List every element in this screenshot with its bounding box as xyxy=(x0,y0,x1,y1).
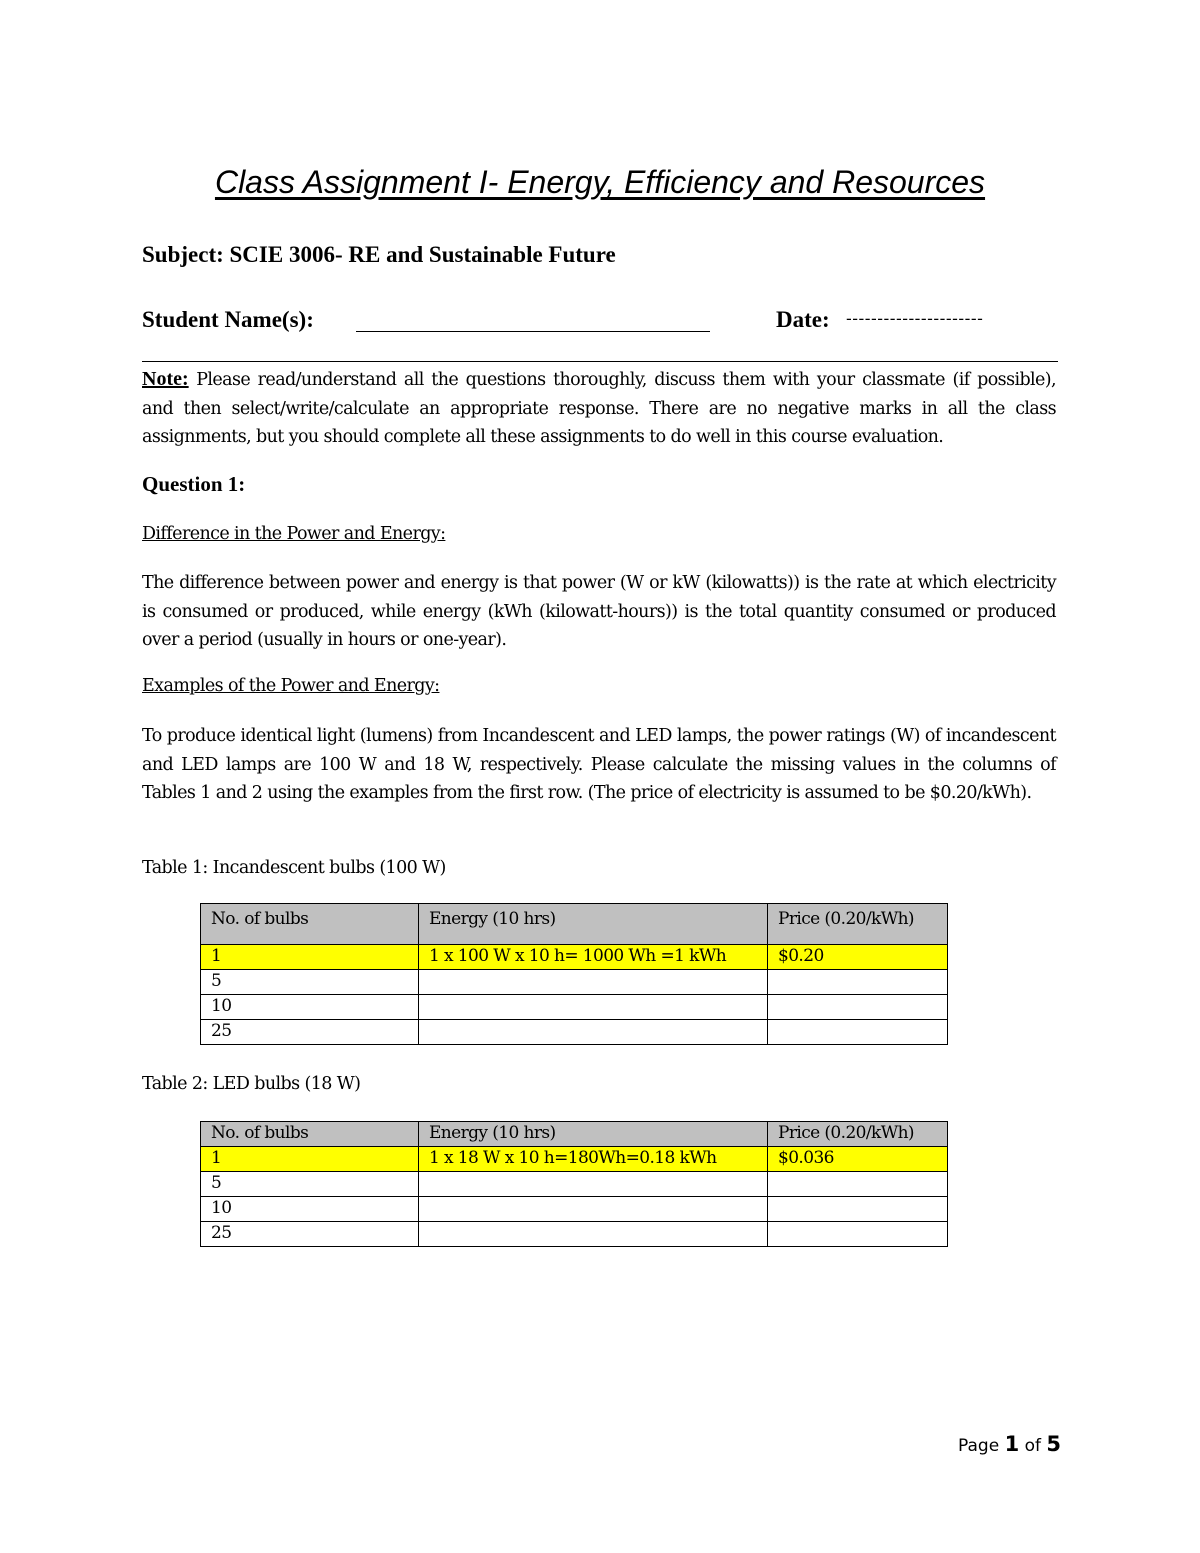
divider xyxy=(142,361,1058,362)
cell: 1 x 100 W x 10 h= 1000 Wh =1 kWh xyxy=(419,945,768,970)
note-text: Please read/understand all the questions thoroughly, discuss them with your classmate (if possible), and then select/write/calculate an appropriate response. There are no negative marks in all the class assignments, but you should complete all these assignments to do well in this course evaluation. xyxy=(142,370,1056,448)
cell: 5 xyxy=(201,1172,419,1197)
table-header-row xyxy=(201,1122,948,1147)
answer-cell[interactable] xyxy=(419,1197,768,1222)
answer-cell[interactable] xyxy=(419,1020,768,1045)
table1-caption: Table 1: Incandescent bulbs (100 W) xyxy=(142,858,446,878)
date-label: Date: xyxy=(776,307,830,332)
section-examples-heading: Examples of the Power and Energy: xyxy=(142,676,440,696)
answer-cell[interactable] xyxy=(419,995,768,1020)
cell: 25 xyxy=(201,1222,419,1247)
subject-line: Subject: SCIE 3006- RE and Sustainable Future xyxy=(142,242,616,267)
cell: 10 xyxy=(201,1197,419,1222)
section-power-energy-text: The difference between power and energy is that power (W or kW (kilowatts)) is the rate at which electricity is consumed or produced, while energy (kWh (kilowatt-hours)) is the total quantity consumed or produced over a period (usually in hours or one-year). xyxy=(142,573,1056,651)
cell: 1 xyxy=(201,945,419,970)
table-incandescent xyxy=(200,903,948,1045)
answer-cell[interactable] xyxy=(419,1172,768,1197)
total-pages: 5 xyxy=(1046,1432,1062,1456)
answer-cell[interactable] xyxy=(768,1197,948,1222)
table-row xyxy=(201,970,948,995)
answer-cell[interactable] xyxy=(419,1222,768,1247)
note-paragraph xyxy=(142,365,1056,452)
answer-cell[interactable] xyxy=(768,1222,948,1247)
header-cell: Energy (10 hrs) xyxy=(419,1122,768,1147)
section-power-energy-heading: Difference in the Power and Energy: xyxy=(142,524,446,544)
cell: $0.036 xyxy=(768,1147,948,1172)
answer-cell[interactable] xyxy=(419,970,768,995)
header-cell: Price (0.20/kWh) xyxy=(768,904,948,945)
student-name-blank[interactable] xyxy=(356,331,710,332)
cell: $0.20 xyxy=(768,945,948,970)
page-title: Class Assignment I- Energy, Efficiency and Resources xyxy=(214,164,986,200)
table-row-example xyxy=(201,945,948,970)
section-examples-text: To produce identical light (lumens) from Incandescent and LED lamps, the power ratings (W) of incandescent and LED lamps are 100 W and 18 W, respectively. Please calculate the missing values in the columns of Tables 1 and 2 using the examples from the first row. (The price of electricity is assumed to be $0.20/kWh). xyxy=(142,726,1056,804)
table-header-row xyxy=(201,904,948,945)
table2-caption: Table 2: LED bulbs (18 W) xyxy=(142,1074,361,1094)
cell: 10 xyxy=(201,995,419,1020)
page-number: Page 1 of 5 xyxy=(958,1432,1062,1456)
answer-cell[interactable] xyxy=(768,1020,948,1045)
answer-cell[interactable] xyxy=(768,970,948,995)
note-label: Note: xyxy=(142,368,189,390)
table-led xyxy=(200,1121,948,1247)
current-page: 1 xyxy=(1004,1432,1020,1456)
table-row xyxy=(201,1222,948,1247)
table-row xyxy=(201,1197,948,1222)
header-cell: Energy (10 hrs) xyxy=(419,904,768,945)
student-name-label: Student Name(s): xyxy=(142,307,314,332)
header-cell: No. of bulbs xyxy=(201,904,419,945)
header-cell: No. of bulbs xyxy=(201,1122,419,1147)
table-row xyxy=(201,1020,948,1045)
header-cell: Price (0.20/kWh) xyxy=(768,1122,948,1147)
answer-cell[interactable] xyxy=(768,1172,948,1197)
answer-cell[interactable] xyxy=(768,995,948,1020)
table-row-example xyxy=(201,1147,948,1172)
date-blank[interactable]: ---------------------- xyxy=(846,309,984,329)
table-row xyxy=(201,1172,948,1197)
cell: 1 xyxy=(201,1147,419,1172)
table-row xyxy=(201,995,948,1020)
cell: 5 xyxy=(201,970,419,995)
cell: 25 xyxy=(201,1020,419,1045)
question-heading: Question 1: xyxy=(142,472,246,496)
cell: 1 x 18 W x 10 h=180Wh=0.18 kWh xyxy=(419,1147,768,1172)
